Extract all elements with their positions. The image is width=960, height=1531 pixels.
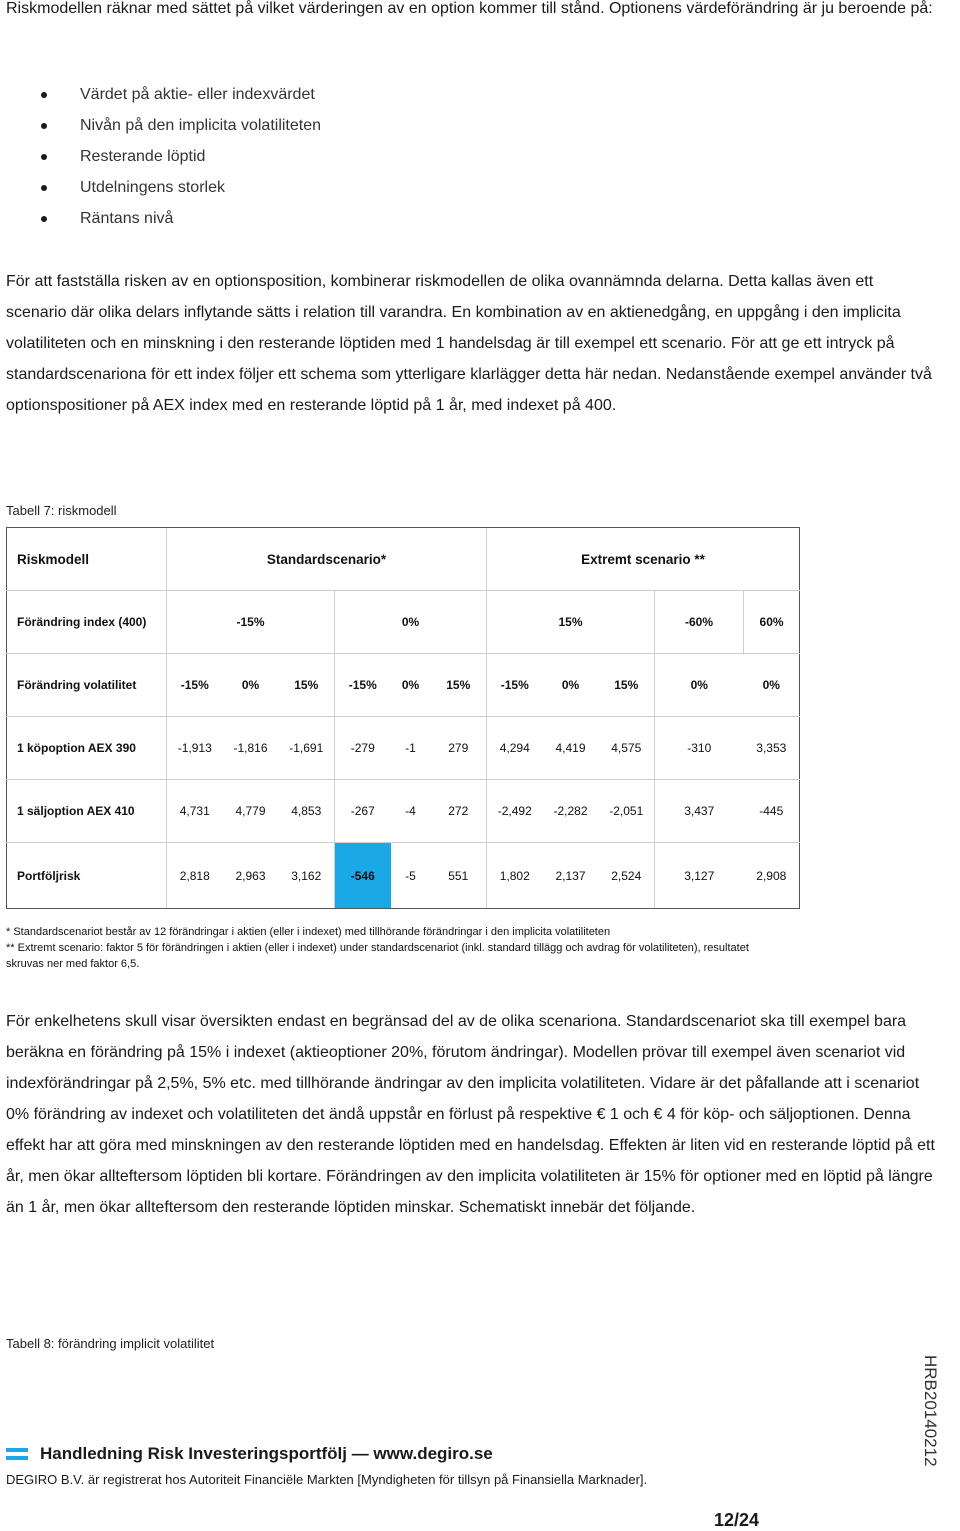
table-cell: -15% [167,591,335,654]
table-row [7,843,800,909]
table-cell: 4,575 [599,717,655,780]
header-cell: Standardscenario* [167,528,487,591]
table-row [7,591,800,654]
table-cell: 4,779 [223,780,279,843]
table-cell: 272 [431,780,487,843]
table-cell: 15% [487,591,655,654]
table-cell: 2,963 [223,843,279,909]
table-cell: -4 [391,780,431,843]
table-cell: 0% [655,654,744,717]
footer-brand [6,1444,493,1464]
explanation-paragraph: För enkelhetens skull visar översikten endast en begränsad del av de olika scenariona. Standardscenariot ska till exempel bara beräkna en förändring på 15% i indexet (aktieoptioner 20%, förutom ändringar). Modellen prövar till exempel även scenariot vid indexförändringar på 2,5%, 5% etc. med tillhörande ändringar av den implicita volatiliteten. Vidare är det påfallande att i scenariot 0% förändring av indexet och volatiliteten det ändå uppstår en förlust på respektive € 1 och € 4 för köp- och säljoptionen. Denna effekt har att göra med minskningen av den resterande löptiden med en handelsdag. Effekten är liten vid en resterande löptid på ett år, men ökar allteftersom löptiden bli kortare. Förändringen av den implicita volatiliteten är 15% för optioner med en löptid på längre än 1 år, men ökar allteftersom den resterande löptiden minskar. Schematiskt innebär det följande. [6,1013,935,1216]
header-cell: Extremt scenario ** [487,528,800,591]
scenario-paragraph: För att fastställa risken av en optionsposition, kombinerar riskmodellen de olika ovannämnda delarna. Detta kallas även ett scenario där olika delars inflytande sätts i relation till varandra. En kombination av en aktienedgång, en uppgång i den implicita volatiliteten och en minskning i den resterande löptiden med 1 handelsdag är till exempel ett scenario. För att ge ett intryck på standardscenariona för ett index följer ett schema som ytterligare klarlägger detta här nedan. Nedanstående exempel använder två optionspositioner på AEX index med en resterande löptid på 1 år, med indexet på 400. [6,273,932,414]
table-cell: 15% [279,654,335,717]
degiro-logo-icon [6,1447,28,1461]
list-item: Nivån på den implicita volatiliteten [6,110,321,141]
table-cell: 3,353 [744,717,800,780]
table-cell: 15% [599,654,655,717]
list-item: Värdet på aktie- eller indexvärdet [6,79,321,110]
table-cell: 3,127 [655,843,744,909]
list-item: Resterande löptid [6,141,321,172]
footnote: ** Extremt scenario: faktor 5 för förändringen i aktien (eller i indexet) under standardscenariot (inkl. standard tillägg och avdrag för volatiliteten), resultatet skruvas ner med faktor 6,5. [6,942,749,970]
table-cell: 4,419 [543,717,599,780]
table-cell: 0% [543,654,599,717]
table7-caption: Tabell 7: riskmodell [6,503,117,518]
list-item: Utdelningens storlek [6,172,321,203]
table-cell: -2,282 [543,780,599,843]
table-cell: -15% [487,654,543,717]
table-cell: -15% [335,654,391,717]
table-cell: 2,908 [744,843,800,909]
factor-list [6,79,321,234]
document-id: HRB20140212 [921,1355,940,1467]
table-cell: -60% [655,591,744,654]
table-row [7,780,800,843]
table-footnotes [6,924,766,972]
table-row [7,654,800,717]
table-cell: 2,137 [543,843,599,909]
table-cell: 60% [744,591,800,654]
table-cell: -1,816 [223,717,279,780]
risk-model-table [6,527,800,909]
list-item: Räntans nivå [6,203,321,234]
footer-title: Handledning Risk Investeringsportfölj — www.degiro.se [40,1444,493,1463]
table-cell: 0% [335,591,487,654]
table-cell: 2,524 [599,843,655,909]
table-cell: -310 [655,717,744,780]
table-header-row [7,528,800,591]
table-cell: 3,162 [279,843,335,909]
row-label: 1 köpoption AEX 390 [7,717,167,780]
table-cell: -15% [167,654,223,717]
table8-caption: Tabell 8: förändring implicit volatilitet [6,1336,215,1351]
row-label: 1 säljoption AEX 410 [7,780,167,843]
table-cell: 4,294 [487,717,543,780]
page-number: 12/24 [714,1510,760,1530]
highlighted-cell: -546 [335,843,391,909]
table-cell: 4,853 [279,780,335,843]
legal-notice: DEGIRO B.V. är registrerat hos Autoriteit Financiële Markten [Myndigheten för tillsyn på Finansiella Marknader]. [6,1472,648,1487]
table-cell: 3,437 [655,780,744,843]
table-cell: 0% [223,654,279,717]
table-cell: -5 [391,843,431,909]
intro-paragraph: Riskmodellen räknar med sättet på vilket värderingen av en option kommer till stånd. Optionens värdeförändring är ju beroende på: [6,0,933,17]
table-cell: -445 [744,780,800,843]
table-cell: -1,913 [167,717,223,780]
table-cell: -267 [335,780,391,843]
table-cell: 2,818 [167,843,223,909]
table-cell: 1,802 [487,843,543,909]
table-cell: 0% [744,654,800,717]
row-label: Portföljrisk [7,843,167,909]
table-row [7,717,800,780]
table-cell: -279 [335,717,391,780]
row-label: Förändring index (400) [7,591,167,654]
table-cell: -2,051 [599,780,655,843]
row-label: Förändring volatilitet [7,654,167,717]
footnote: * Standardscenariot består av 12 förändringar i aktien (eller i indexet) med tillhörande förändringar i den implicita volatiliteten [6,926,611,938]
table-cell: 279 [431,717,487,780]
table-cell: -2,492 [487,780,543,843]
table-cell: 4,731 [167,780,223,843]
table-cell: 15% [431,654,487,717]
header-cell: Riskmodell [7,528,167,591]
table-cell: 0% [391,654,431,717]
table-cell: -1,691 [279,717,335,780]
table-cell: -1 [391,717,431,780]
table-cell: 551 [431,843,487,909]
